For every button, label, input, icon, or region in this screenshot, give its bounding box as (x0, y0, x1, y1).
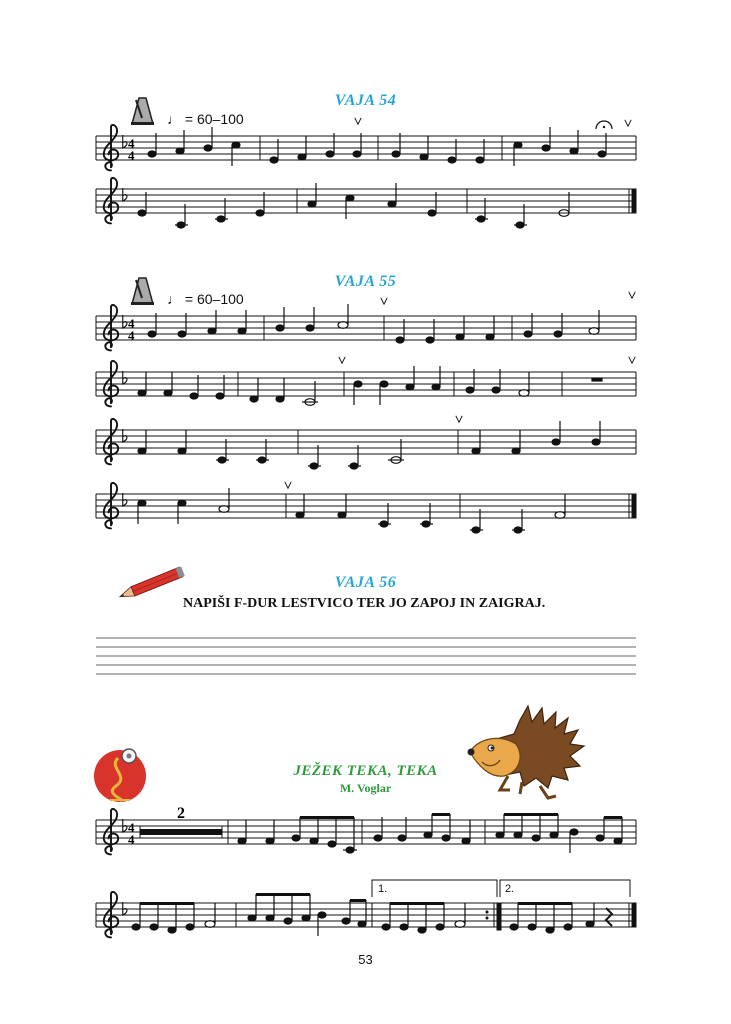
metronome-icon (131, 98, 154, 125)
quarter-note-icon: ♩ (167, 111, 181, 127)
notes-55-1 (148, 304, 599, 343)
staff-54-2 (96, 189, 636, 213)
metronome-icon (131, 278, 154, 305)
pencil-icon (118, 567, 185, 602)
tempo-text: = 60–100 (184, 111, 244, 127)
blank-staff (96, 638, 636, 674)
exercise-55-title: VAJA 55 (334, 273, 397, 290)
breath-mark-icon (285, 482, 291, 488)
svg-text:4: 4 (128, 136, 135, 151)
quarter-rest-icon (606, 908, 612, 926)
song-title: JEŽEK TEKA, TEKA (293, 763, 438, 779)
breath-mark-icon (339, 357, 345, 363)
svg-text:4: 4 (128, 328, 135, 343)
breath-mark-icon (629, 357, 635, 363)
breath-mark-icon (629, 292, 635, 298)
exercise-56-title: VAJA 56 (334, 574, 397, 591)
exercise-56-instruction: NAPIŠI F-DUR LESTVICO TER JO ZAPOJ IN ZAIGRAJ. (183, 596, 546, 611)
svg-text:4: 4 (128, 316, 135, 331)
breath-mark-icon (355, 118, 361, 124)
svg-text:4: 4 (128, 820, 135, 835)
volta-2-label: 2. (505, 883, 515, 895)
whole-rest-icon (592, 378, 602, 381)
quarter-note-icon: ♩ (167, 291, 181, 307)
notes-55-4 (138, 488, 565, 533)
multirest-count: 2 (177, 805, 185, 822)
hedgehog-illustration (468, 706, 585, 798)
breath-mark-icon (456, 416, 462, 422)
trumpet-badge (94, 749, 146, 802)
notes-54-2 (138, 183, 569, 228)
staff-55-2 (96, 372, 636, 396)
svg-text:4: 4 (128, 832, 135, 847)
breath-mark-icon (625, 120, 631, 126)
notes-55-3 (138, 421, 600, 469)
volta-1-label: 1. (378, 883, 388, 895)
song-composer: M. Voglar (339, 781, 392, 795)
multirest-bar (140, 829, 222, 835)
breath-mark-icon (381, 298, 387, 304)
svg-text:4: 4 (128, 148, 135, 163)
tempo-text: = 60–100 (184, 291, 244, 307)
page-number: 53 (358, 952, 373, 967)
song-notes-1 (238, 813, 622, 853)
staff-54-1 (96, 136, 636, 160)
exercise-54-title: VAJA 54 (334, 92, 397, 109)
